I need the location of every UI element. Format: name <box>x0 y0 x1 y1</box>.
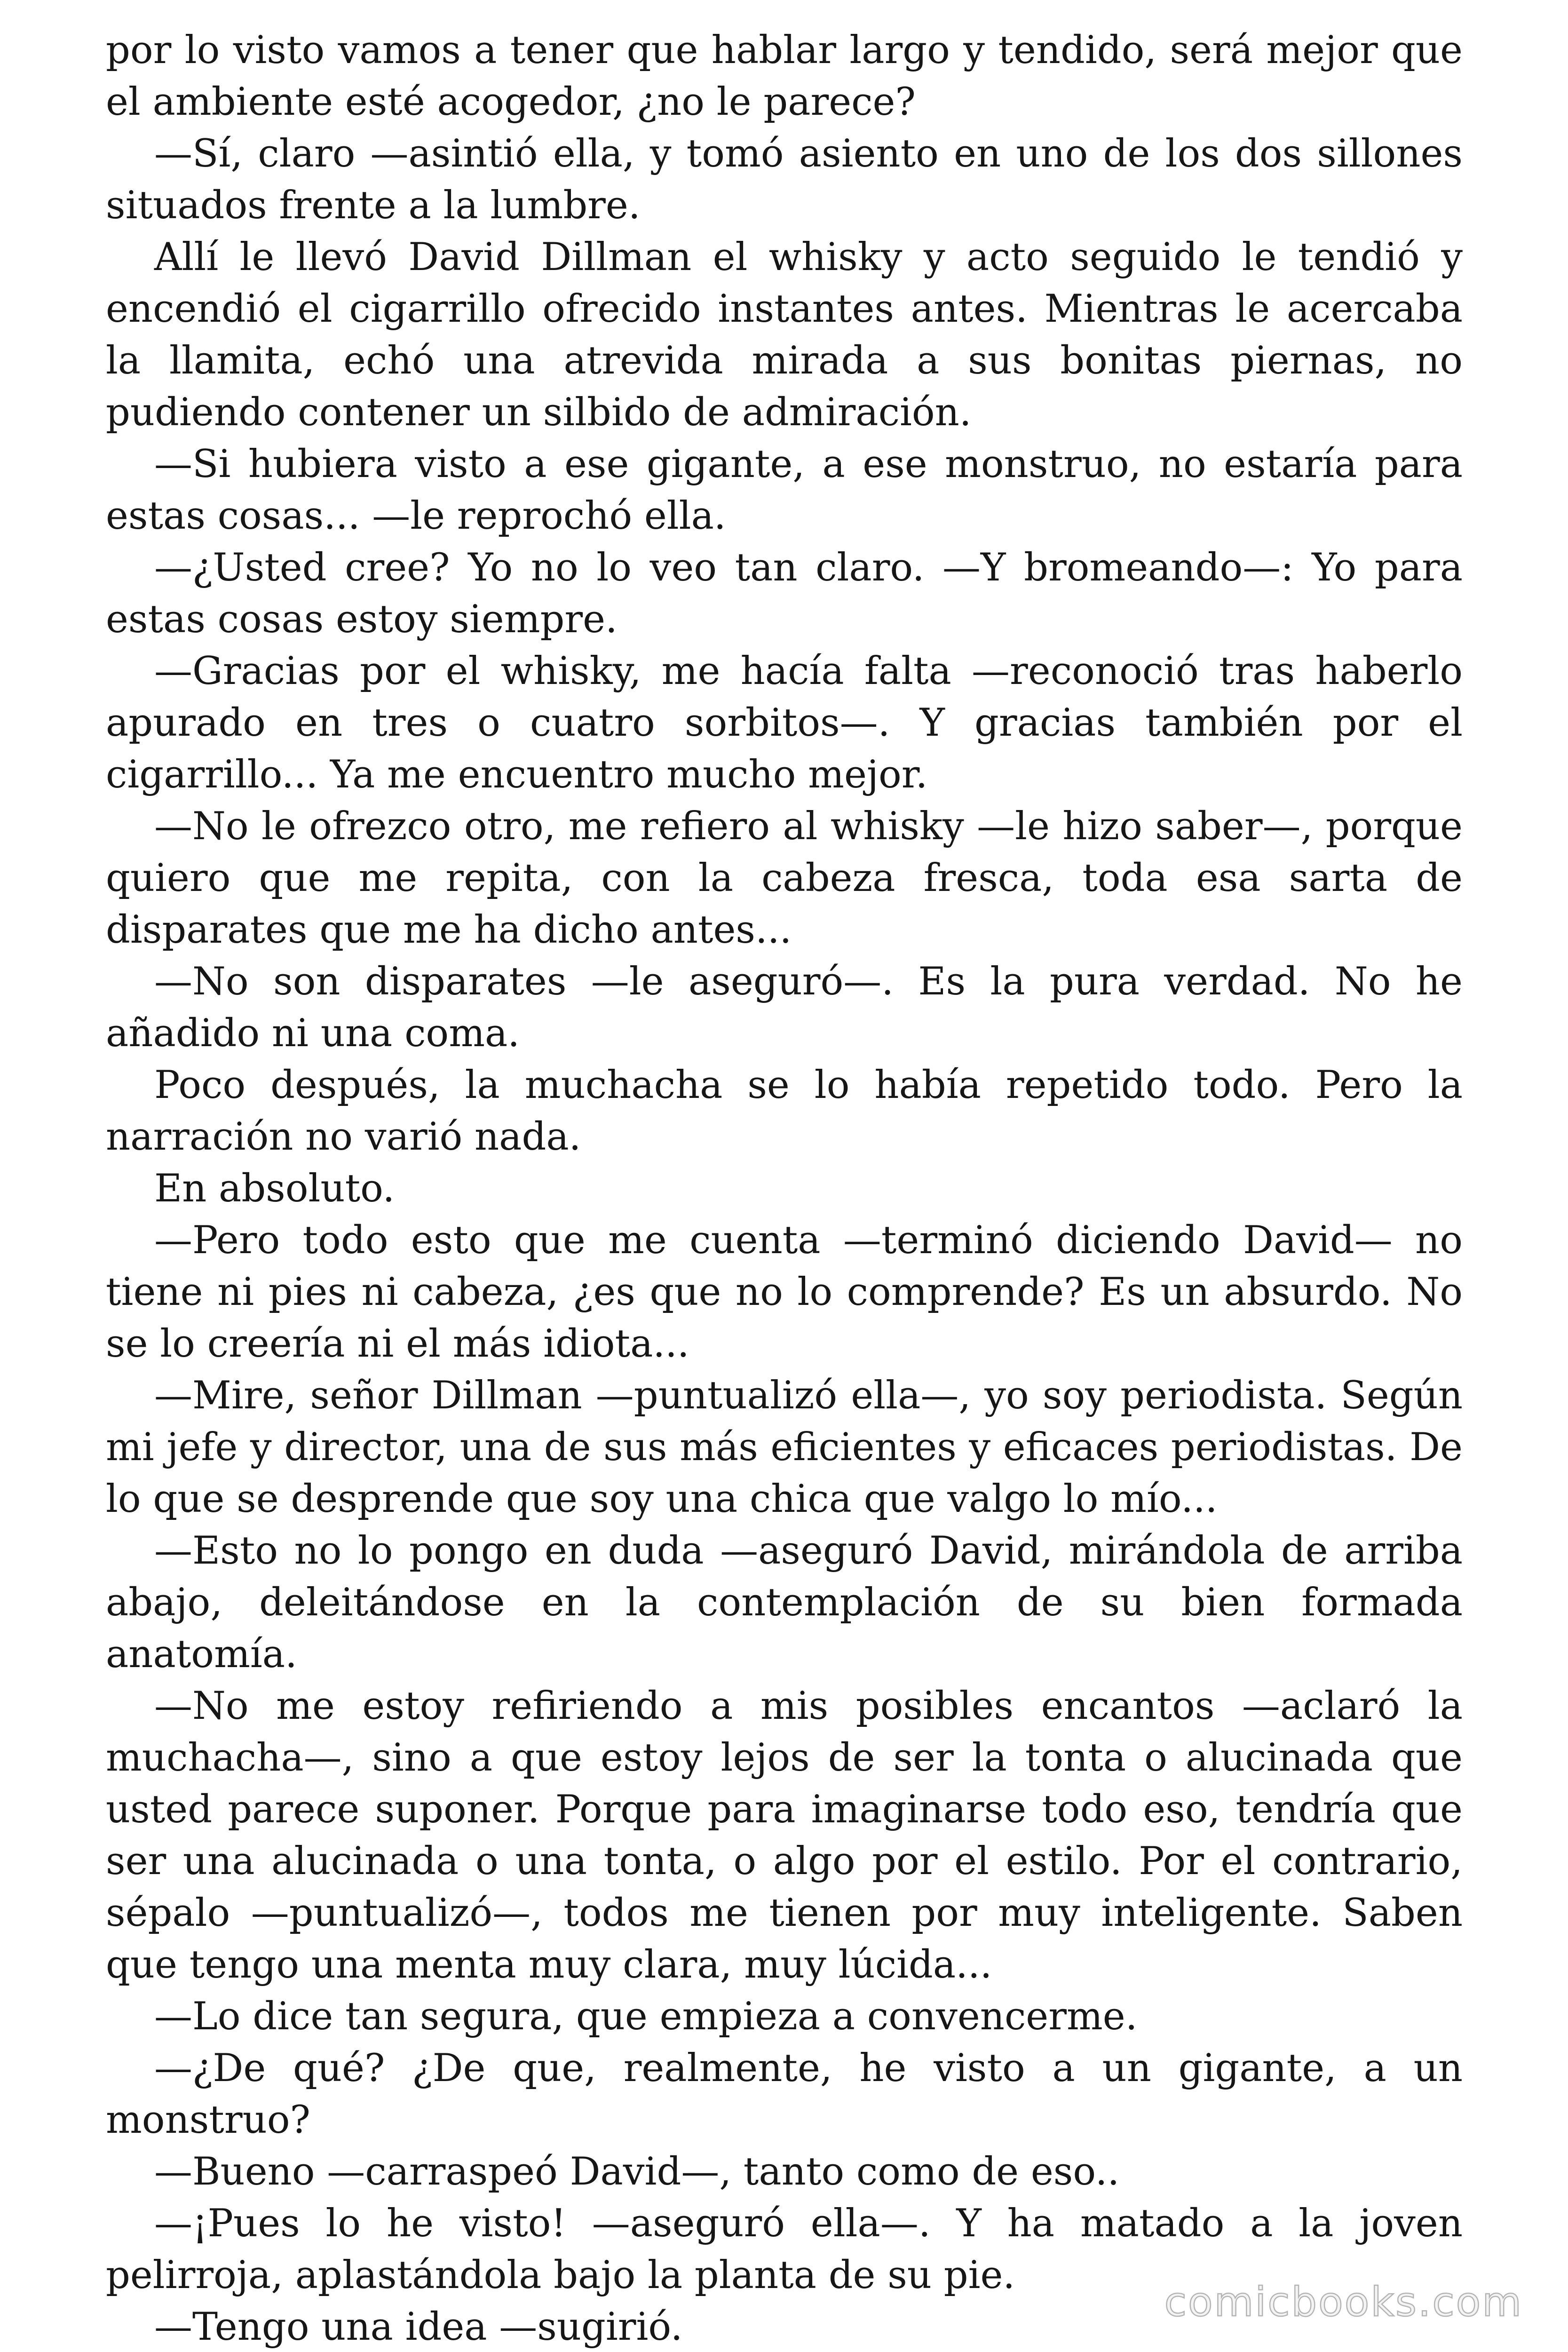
paragraph: Allí le llevó David Dillman el whisky y acto seguido le tendió y encendió el cigarrillo ofrecido instantes antes. Mientras le acercaba la llamita, echó una atrevida mirada a sus bonitas piernas, no pudiendo contener un silbido de admiración. <box>106 235 1463 435</box>
paragraph: —Si hubiera visto a ese gigante, a ese monstruo, no estaría para estas cosas... —le reprochó ella. <box>106 442 1463 538</box>
watermark: comicbooks.com <box>1164 2279 1523 2326</box>
paragraph: —¿Usted cree? Yo no lo veo tan claro. —Y bromeando—: Yo para estas cosas estoy siempre. <box>106 546 1463 642</box>
paragraph: —¡Pues lo he visto! —aseguró ella—. Y ha matado a la joven pelirroja, aplastándola bajo la planta de su pie. <box>106 2201 1463 2297</box>
paragraph: —Tengo una idea —sugirió. <box>154 2305 683 2349</box>
paragraph: —Bueno —carraspeó David—, tanto como de eso.. <box>154 2150 1120 2194</box>
paragraph: —Lo dice tan segura, que empieza a convencerme. <box>154 1994 1138 2039</box>
paragraph: —Mire, señor Dillman —puntualizó ella—, yo soy periodista. Según mi jefe y director, una de sus más eficientes y eficaces periodistas. De lo que se desprende que soy una chica que valgo lo mío... <box>106 1374 1463 1521</box>
paragraph: —Sí, claro —asintió ella, y tomó asiento en uno de los dos sillones situados frente a la lumbre. <box>106 132 1463 228</box>
body-text <box>106 24 1463 2352</box>
paragraph: Poco después, la muchacha se lo había repetido todo. Pero la narración no varió nada. <box>106 1063 1463 1159</box>
paragraph: —No le ofrezco otro, me refiero al whisky —le hizo saber—, porque quiero que me repita, con la cabeza fresca, toda esa sarta de disparates que me ha dicho antes... <box>106 804 1463 952</box>
paragraph: —Esto no lo pongo en duda —aseguró David, mirándola de arriba abajo, deleitándose en la contemplación de su bien formada anatomía. <box>106 1529 1463 1677</box>
paragraph: —¿De qué? ¿De que, realmente, he visto a un gigante, a un monstruo? <box>106 2046 1463 2142</box>
paragraph: —No son disparates —le aseguró—. Es la pura verdad. No he añadido ni una coma. <box>106 960 1463 1056</box>
paragraph: por lo visto vamos a tener que hablar largo y tendido, será mejor que el ambiente esté acogedor, ¿no le parece? <box>106 28 1463 124</box>
paragraph: —Pero todo esto que me cuenta —terminó diciendo David— no tiene ni pies ni cabeza, ¿es que no lo comprende? Es un absurdo. No se lo creería ni el más idiota... <box>106 1218 1463 1366</box>
paragraph: En absoluto. <box>154 1167 395 1211</box>
paragraph: —No me estoy refiriendo a mis posibles encantos —aclaró la muchacha—, sino a que estoy lejos de ser la tonta o alucinada que usted parece suponer. Porque para imaginarse todo eso, tendría que ser una alucinada o una tonta, o algo por el estilo. Por el contrario, sépalo —puntualizó—, todos me tienen por muy inteligente. Saben que tengo una menta muy clara, muy lúcida... <box>106 1684 1463 1987</box>
paragraph: —Gracias por el whisky, me hacía falta —reconoció tras haberlo apurado en tres o cuatro sorbitos—. Y gracias también por el cigarrillo... Ya me encuentro mucho mejor. <box>106 649 1463 797</box>
